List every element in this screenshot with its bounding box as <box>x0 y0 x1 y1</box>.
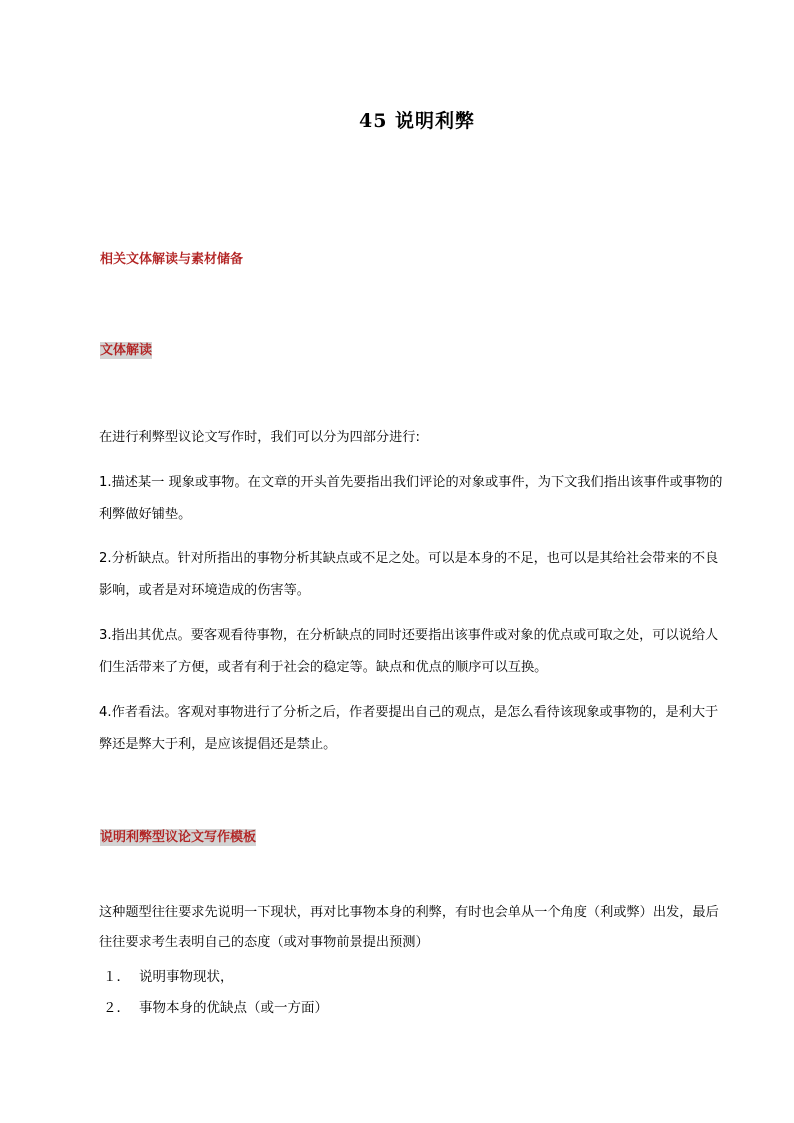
subsection-heading-genre-text: 文体解读 <box>100 343 153 358</box>
page-title: 45 说明利弊 <box>358 110 476 132</box>
point-paragraph-4: 4.作者看法。客观对事物进行了分析之后，作者要提出自己的观点，是怎么看待该现象或事物的，是利大于弊还是弊大于利，是应该提倡还是禁止。 <box>99 705 719 752</box>
list-item <box>103 962 234 992</box>
list-item <box>103 993 328 1023</box>
list-item-number: ２． <box>103 1000 130 1016</box>
point-paragraph-1: 1.描述某一 现象或事物。在文章的开头首先要指出我们评论的对象或事件，为下文我们指出该事件或事物的利弊做好铺垫。 <box>99 475 723 522</box>
list-item-text: 说明事物现状， <box>139 969 234 985</box>
subsection-heading-template-text: 说明利弊型议论文写作模板 <box>100 830 257 845</box>
point-paragraph-3: 3.指出其优点。要客观看待事物，在分析缺点的同时还要指出该事件或对象的优点或可取之处，可以说给人们生活带来了方便，或者有利于社会的稳定等。缺点和优点的顺序可以互换。 <box>99 628 719 675</box>
list-item-text: 事物本身的优缺点（或一方面） <box>139 1000 328 1016</box>
list-item-number: １． <box>103 969 130 985</box>
template-intro-paragraph: 这种题型往往要求先说明一下现状，再对比事物本身的利弊，有时也会单从一个角度（利或弊）出发，最后往往要求考生表明自己的态度（或对事物前景提出预测） <box>99 905 719 950</box>
point-paragraph-2: 2.分析缺点。针对所指出的事物分析其缺点或不足之处。可以是本身的不足，也可以是其给社会带来的不良影响，或者是对环境造成的伤害等。 <box>99 551 719 598</box>
section-heading: 相关文体解读与素材储备 <box>100 252 244 267</box>
intro-paragraph: 在进行利弊型议论文写作时，我们可以分为四部分进行: <box>99 430 420 445</box>
subsection-heading-genre <box>100 339 152 358</box>
subsection-heading-template <box>100 826 256 845</box>
